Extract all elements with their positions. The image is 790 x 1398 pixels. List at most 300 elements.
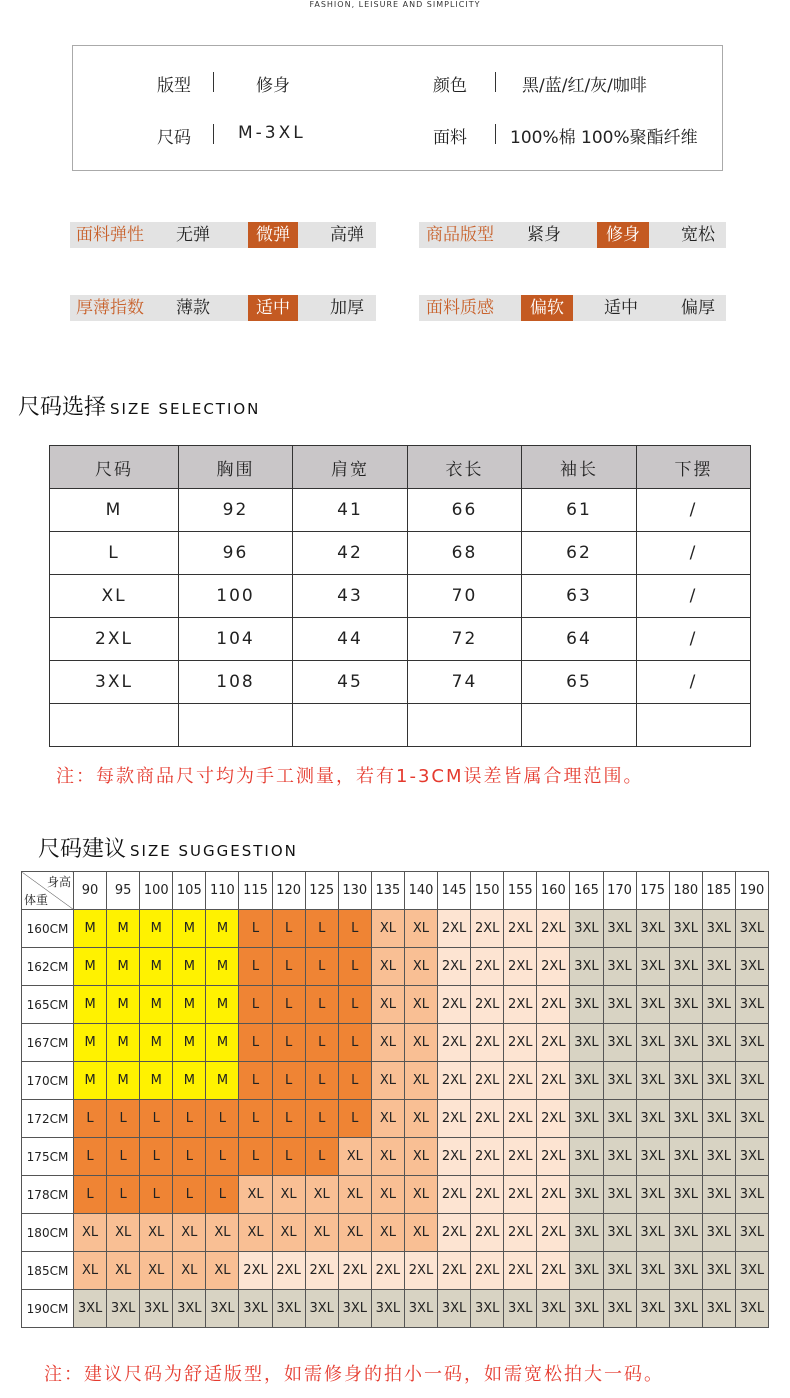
grid-size-cell: 3XL — [570, 986, 603, 1024]
grid-size-cell: XL — [272, 1214, 305, 1252]
grid-size-cell: 2XL — [438, 1252, 471, 1290]
grid-size-cell: M — [140, 948, 173, 986]
grid-size-cell: 2XL — [537, 1176, 570, 1214]
grid-size-cell: M — [140, 910, 173, 948]
grid-size-cell: L — [239, 986, 272, 1024]
table-cell: 96 — [179, 532, 293, 575]
size-selection-table — [49, 445, 751, 747]
grid-column-header: 100 — [140, 872, 173, 910]
grid-row-header: 172CM — [22, 1100, 74, 1138]
grid-size-cell: 2XL — [438, 1176, 471, 1214]
table-cell: XL — [50, 575, 179, 618]
header-cell: 胸围 — [179, 446, 293, 489]
grid-size-cell: 3XL — [570, 1214, 603, 1252]
grid-size-cell: 3XL — [669, 1062, 702, 1100]
grid-size-cell: 2XL — [537, 910, 570, 948]
grid-size-cell: L — [239, 1138, 272, 1176]
grid-column-header: 175 — [636, 872, 669, 910]
grid-size-cell: 3XL — [636, 1290, 669, 1328]
grid-size-cell: 3XL — [636, 986, 669, 1024]
table-cell: L — [50, 532, 179, 575]
grid-size-cell: 3XL — [669, 1176, 702, 1214]
grid-size-cell: L — [239, 1062, 272, 1100]
attr-option-active: 偏软 — [521, 295, 573, 321]
grid-column-header: 150 — [471, 872, 504, 910]
grid-size-cell: M — [140, 1024, 173, 1062]
grid-size-cell: L — [272, 1024, 305, 1062]
table-cell: 62 — [522, 532, 637, 575]
fit-label: 版型 — [157, 76, 191, 96]
size-suggestion-title: 尺码建议 — [38, 837, 127, 862]
table-cell: 74 — [408, 661, 522, 704]
grid-size-cell: L — [272, 1100, 305, 1138]
grid-corner-cell — [22, 872, 74, 910]
size-suggestion-grid — [21, 871, 769, 1328]
table-cell: 2XL — [50, 618, 179, 661]
grid-size-cell: M — [173, 910, 206, 948]
grid-size-cell: 3XL — [702, 1252, 735, 1290]
grid-size-cell: 2XL — [537, 986, 570, 1024]
grid-size-cell: 3XL — [702, 1214, 735, 1252]
table-cell: 64 — [522, 618, 637, 661]
grid-column-header: 95 — [107, 872, 140, 910]
grid-column-header: 170 — [603, 872, 636, 910]
grid-size-cell: 3XL — [504, 1290, 537, 1328]
grid-size-cell: 3XL — [438, 1290, 471, 1328]
grid-size-cell: 2XL — [438, 948, 471, 986]
grid-size-cell: XL — [404, 948, 437, 986]
table-cell — [408, 704, 522, 747]
grid-size-cell: L — [338, 1024, 371, 1062]
table-cell: 41 — [293, 489, 408, 532]
grid-size-cell: L — [305, 910, 338, 948]
grid-size-cell: XL — [371, 1176, 404, 1214]
grid-size-cell: L — [173, 1138, 206, 1176]
grid-size-cell: L — [74, 1138, 107, 1176]
table-cell: 66 — [408, 489, 522, 532]
grid-size-cell: M — [107, 986, 140, 1024]
grid-size-cell: 2XL — [537, 948, 570, 986]
grid-size-cell: 3XL — [570, 1138, 603, 1176]
grid-size-cell: 3XL — [570, 1290, 603, 1328]
table-cell: 72 — [408, 618, 522, 661]
header-cell: 袖长 — [522, 446, 637, 489]
grid-size-cell: 3XL — [702, 1024, 735, 1062]
attr-option: 加厚 — [330, 298, 364, 318]
grid-header-row — [22, 872, 769, 910]
grid-size-cell: 2XL — [471, 986, 504, 1024]
grid-row — [22, 1100, 769, 1138]
grid-size-cell: M — [206, 948, 239, 986]
grid-size-cell: 2XL — [471, 1252, 504, 1290]
grid-size-cell: 3XL — [603, 1062, 636, 1100]
grid-size-cell: M — [107, 948, 140, 986]
grid-size-cell: XL — [173, 1214, 206, 1252]
grid-size-cell: L — [74, 1176, 107, 1214]
grid-size-cell: M — [74, 1024, 107, 1062]
grid-size-cell: L — [272, 910, 305, 948]
grid-size-cell: 3XL — [239, 1290, 272, 1328]
grid-size-cell: XL — [371, 1100, 404, 1138]
grid-size-cell: L — [107, 1138, 140, 1176]
attr-option: 宽松 — [681, 225, 715, 245]
grid-size-cell: L — [272, 1138, 305, 1176]
grid-size-cell: 3XL — [636, 1024, 669, 1062]
grid-size-cell: L — [338, 986, 371, 1024]
grid-column-header: 135 — [371, 872, 404, 910]
grid-size-cell: 3XL — [636, 1252, 669, 1290]
grid-size-cell: 3XL — [537, 1290, 570, 1328]
grid-size-cell: M — [173, 1024, 206, 1062]
grid-row — [22, 910, 769, 948]
grid-size-cell: 3XL — [735, 986, 768, 1024]
grid-size-cell: XL — [371, 948, 404, 986]
grid-size-cell: L — [272, 948, 305, 986]
size-selection-subtitle: SIZE SELECTION — [110, 400, 261, 418]
grid-size-cell: L — [239, 1024, 272, 1062]
grid-size-cell: 2XL — [537, 1062, 570, 1100]
grid-column-header: 130 — [338, 872, 371, 910]
grid-row-header: 185CM — [22, 1252, 74, 1290]
grid-size-cell: M — [206, 1024, 239, 1062]
grid-size-cell: 2XL — [537, 1138, 570, 1176]
separator — [495, 124, 496, 144]
attr-option: 无弹 — [176, 225, 210, 245]
grid-size-cell: 3XL — [636, 1214, 669, 1252]
table-cell: / — [637, 618, 751, 661]
grid-size-cell: 3XL — [603, 1290, 636, 1328]
attr-bar-fit — [419, 222, 726, 248]
table-cell — [293, 704, 408, 747]
grid-size-cell: L — [140, 1138, 173, 1176]
grid-size-cell: 3XL — [305, 1290, 338, 1328]
grid-size-cell: XL — [404, 1214, 437, 1252]
attr-option: 适中 — [604, 298, 638, 318]
grid-size-cell: 2XL — [471, 1062, 504, 1100]
grid-size-cell: 2XL — [471, 1214, 504, 1252]
grid-size-cell: XL — [371, 1024, 404, 1062]
grid-size-cell: XL — [338, 1138, 371, 1176]
table-cell: / — [637, 575, 751, 618]
grid-size-cell: 3XL — [636, 1062, 669, 1100]
suggestion-note: 注：建议尺码为舒适版型，如需修身的拍小一码，如需宽松拍大一码。 — [44, 1364, 664, 1385]
grid-size-cell: 2XL — [471, 948, 504, 986]
header-cell: 衣长 — [408, 446, 522, 489]
grid-size-cell: L — [239, 1100, 272, 1138]
grid-size-cell: 3XL — [669, 1214, 702, 1252]
grid-size-cell: M — [206, 910, 239, 948]
grid-size-cell: M — [107, 1024, 140, 1062]
grid-size-cell: L — [305, 948, 338, 986]
grid-size-cell: M — [74, 986, 107, 1024]
grid-size-cell: 2XL — [438, 1100, 471, 1138]
grid-size-cell: L — [338, 948, 371, 986]
attr-option: 偏厚 — [681, 298, 715, 318]
grid-row-header: 167CM — [22, 1024, 74, 1062]
table-cell: / — [637, 489, 751, 532]
grid-size-cell: 3XL — [669, 1252, 702, 1290]
table-cell: 104 — [179, 618, 293, 661]
grid-size-cell: 3XL — [702, 910, 735, 948]
grid-size-cell: 3XL — [636, 1176, 669, 1214]
grid-size-cell: 3XL — [636, 910, 669, 948]
grid-row — [22, 1214, 769, 1252]
table-row — [50, 489, 751, 532]
size-label: 尺码 — [157, 128, 191, 148]
grid-size-cell: 2XL — [504, 1138, 537, 1176]
grid-size-cell: XL — [404, 1138, 437, 1176]
grid-size-cell: 3XL — [702, 986, 735, 1024]
grid-size-cell: L — [338, 1100, 371, 1138]
table-cell: / — [637, 661, 751, 704]
grid-size-cell: 2XL — [471, 910, 504, 948]
attr-bar-elasticity — [70, 222, 376, 248]
grid-size-cell: 3XL — [735, 1100, 768, 1138]
grid-column-header: 155 — [504, 872, 537, 910]
grid-size-cell: 2XL — [438, 910, 471, 948]
grid-size-cell: XL — [107, 1252, 140, 1290]
grid-size-cell: M — [107, 910, 140, 948]
grid-size-cell: 3XL — [669, 986, 702, 1024]
grid-row-header: 165CM — [22, 986, 74, 1024]
grid-size-cell: L — [206, 1100, 239, 1138]
grid-size-cell: 3XL — [570, 910, 603, 948]
grid-size-cell: L — [74, 1100, 107, 1138]
grid-column-header: 105 — [173, 872, 206, 910]
grid-size-cell: L — [173, 1100, 206, 1138]
grid-size-cell: XL — [305, 1176, 338, 1214]
grid-size-cell: L — [107, 1100, 140, 1138]
attr-label: 面料质感 — [426, 298, 494, 318]
grid-size-cell: XL — [305, 1214, 338, 1252]
grid-size-cell: 3XL — [603, 1252, 636, 1290]
grid-row — [22, 1138, 769, 1176]
fabric-label: 面料 — [433, 128, 467, 148]
grid-size-cell: XL — [74, 1214, 107, 1252]
table-cell: 92 — [179, 489, 293, 532]
size-selection-heading — [18, 390, 260, 421]
grid-column-header: 115 — [239, 872, 272, 910]
grid-size-cell: M — [206, 986, 239, 1024]
attr-bar-thickness — [70, 295, 376, 321]
grid-size-cell: 3XL — [669, 1100, 702, 1138]
grid-size-cell: XL — [107, 1214, 140, 1252]
attr-option: 高弹 — [330, 225, 364, 245]
attr-option-active: 微弹 — [248, 222, 298, 248]
table-cell — [522, 704, 637, 747]
grid-size-cell: L — [206, 1138, 239, 1176]
grid-size-cell: 3XL — [702, 1290, 735, 1328]
grid-size-cell: 3XL — [471, 1290, 504, 1328]
grid-size-cell: 3XL — [735, 1214, 768, 1252]
grid-size-cell: XL — [140, 1214, 173, 1252]
grid-size-cell: M — [140, 986, 173, 1024]
grid-size-cell: 3XL — [107, 1290, 140, 1328]
attr-option-active: 修身 — [597, 222, 649, 248]
grid-size-cell: 3XL — [603, 1024, 636, 1062]
grid-size-cell: L — [338, 910, 371, 948]
grid-size-cell: 2XL — [471, 1100, 504, 1138]
table-cell: 3XL — [50, 661, 179, 704]
grid-size-cell: 3XL — [603, 986, 636, 1024]
grid-column-header: 125 — [305, 872, 338, 910]
grid-row — [22, 1024, 769, 1062]
table-cell: 45 — [293, 661, 408, 704]
grid-column-header: 90 — [74, 872, 107, 910]
size-value: M-3XL — [238, 123, 306, 143]
grid-size-cell: 3XL — [404, 1290, 437, 1328]
table-cell: 70 — [408, 575, 522, 618]
grid-size-cell: 2XL — [504, 948, 537, 986]
grid-size-cell: L — [338, 1062, 371, 1100]
size-selection-title: 尺码选择 — [18, 395, 107, 420]
grid-size-cell: 3XL — [570, 1176, 603, 1214]
grid-size-cell: 2XL — [438, 1062, 471, 1100]
grid-size-cell: XL — [371, 1062, 404, 1100]
grid-size-cell: 2XL — [504, 910, 537, 948]
table-cell: 68 — [408, 532, 522, 575]
table-cell: / — [637, 532, 751, 575]
grid-size-cell: 3XL — [702, 948, 735, 986]
grid-size-cell: 3XL — [702, 1062, 735, 1100]
grid-size-cell: L — [206, 1176, 239, 1214]
grid-size-cell: 3XL — [272, 1290, 305, 1328]
grid-size-cell: 3XL — [735, 910, 768, 948]
grid-size-cell: L — [305, 1100, 338, 1138]
header-cell: 肩宽 — [293, 446, 408, 489]
grid-row — [22, 1062, 769, 1100]
grid-size-cell: XL — [338, 1176, 371, 1214]
grid-size-cell: XL — [404, 1024, 437, 1062]
grid-size-cell: 3XL — [735, 1024, 768, 1062]
grid-size-cell: 2XL — [438, 1024, 471, 1062]
product-info-box — [72, 45, 723, 171]
grid-size-cell: XL — [239, 1176, 272, 1214]
grid-size-cell: XL — [338, 1214, 371, 1252]
header-cell: 下摆 — [637, 446, 751, 489]
grid-size-cell: M — [173, 948, 206, 986]
grid-size-cell: 3XL — [636, 1100, 669, 1138]
grid-size-cell: L — [140, 1100, 173, 1138]
table-cell: 61 — [522, 489, 637, 532]
grid-size-cell: L — [140, 1176, 173, 1214]
grid-column-header: 160 — [537, 872, 570, 910]
size-suggestion-heading — [38, 832, 298, 863]
grid-size-cell: 3XL — [603, 1214, 636, 1252]
grid-size-cell: 3XL — [206, 1290, 239, 1328]
grid-size-cell: M — [173, 1062, 206, 1100]
grid-size-cell: 3XL — [74, 1290, 107, 1328]
grid-size-cell: L — [305, 986, 338, 1024]
table-row — [50, 532, 751, 575]
grid-size-cell: XL — [206, 1214, 239, 1252]
grid-size-cell: 3XL — [603, 948, 636, 986]
grid-size-cell: 2XL — [438, 1138, 471, 1176]
grid-size-cell: XL — [371, 986, 404, 1024]
grid-row-header: 180CM — [22, 1214, 74, 1252]
grid-column-header: 120 — [272, 872, 305, 910]
grid-row — [22, 986, 769, 1024]
grid-size-cell: 2XL — [471, 1024, 504, 1062]
grid-size-cell: 3XL — [603, 1176, 636, 1214]
grid-size-cell: 3XL — [570, 1024, 603, 1062]
color-value: 黑/蓝/红/灰/咖啡 — [522, 76, 647, 96]
table-cell: 43 — [293, 575, 408, 618]
grid-size-cell: 3XL — [735, 1138, 768, 1176]
table-row — [50, 618, 751, 661]
grid-size-cell: 2XL — [471, 1138, 504, 1176]
attr-option-active: 适中 — [248, 295, 298, 321]
grid-size-cell: 2XL — [504, 1024, 537, 1062]
grid-size-cell: L — [272, 1062, 305, 1100]
grid-size-cell: 3XL — [570, 948, 603, 986]
grid-column-header: 140 — [404, 872, 437, 910]
table-header-row — [50, 446, 751, 489]
grid-size-cell: 3XL — [603, 1100, 636, 1138]
grid-size-cell: L — [239, 910, 272, 948]
table-cell: 65 — [522, 661, 637, 704]
grid-size-cell: 2XL — [504, 1100, 537, 1138]
table-cell — [637, 704, 751, 747]
grid-size-cell: 3XL — [570, 1100, 603, 1138]
grid-size-cell: 2XL — [504, 1214, 537, 1252]
grid-size-cell: M — [206, 1062, 239, 1100]
grid-size-cell: 3XL — [371, 1290, 404, 1328]
grid-column-header: 180 — [669, 872, 702, 910]
grid-size-cell: 2XL — [371, 1252, 404, 1290]
grid-column-header: 190 — [735, 872, 768, 910]
attr-label: 厚薄指数 — [76, 298, 144, 318]
grid-size-cell: L — [272, 986, 305, 1024]
grid-row — [22, 1252, 769, 1290]
grid-size-cell: 3XL — [702, 1100, 735, 1138]
grid-row-header: 162CM — [22, 948, 74, 986]
grid-size-cell: 3XL — [603, 910, 636, 948]
grid-size-cell: L — [305, 1024, 338, 1062]
grid-size-cell: 2XL — [504, 1252, 537, 1290]
grid-size-cell: 3XL — [669, 1024, 702, 1062]
grid-size-cell: 3XL — [669, 1138, 702, 1176]
grid-column-header: 185 — [702, 872, 735, 910]
grid-size-cell: 2XL — [504, 986, 537, 1024]
grid-column-header: 145 — [438, 872, 471, 910]
weight-axis-label: 体重 — [24, 893, 49, 907]
height-axis-label: 身高 — [46, 875, 71, 889]
grid-row — [22, 1290, 769, 1328]
grid-size-cell: 2XL — [239, 1252, 272, 1290]
grid-column-header: 165 — [570, 872, 603, 910]
grid-size-cell: M — [74, 1062, 107, 1100]
grid-size-cell: XL — [404, 1176, 437, 1214]
grid-row-header: 170CM — [22, 1062, 74, 1100]
grid-size-cell: 3XL — [735, 1176, 768, 1214]
table-cell — [50, 704, 179, 747]
separator — [213, 72, 214, 92]
grid-size-cell: L — [305, 1062, 338, 1100]
size-suggestion-subtitle: SIZE SUGGESTION — [130, 842, 298, 860]
grid-row-header: 160CM — [22, 910, 74, 948]
grid-size-cell: 3XL — [338, 1290, 371, 1328]
grid-size-cell: 3XL — [735, 948, 768, 986]
grid-size-cell: XL — [140, 1252, 173, 1290]
table-row — [50, 661, 751, 704]
grid-size-cell: L — [173, 1176, 206, 1214]
separator — [495, 72, 496, 92]
grid-size-cell: M — [140, 1062, 173, 1100]
table-row — [50, 575, 751, 618]
grid-column-header: 110 — [206, 872, 239, 910]
grid-size-cell: 3XL — [636, 948, 669, 986]
